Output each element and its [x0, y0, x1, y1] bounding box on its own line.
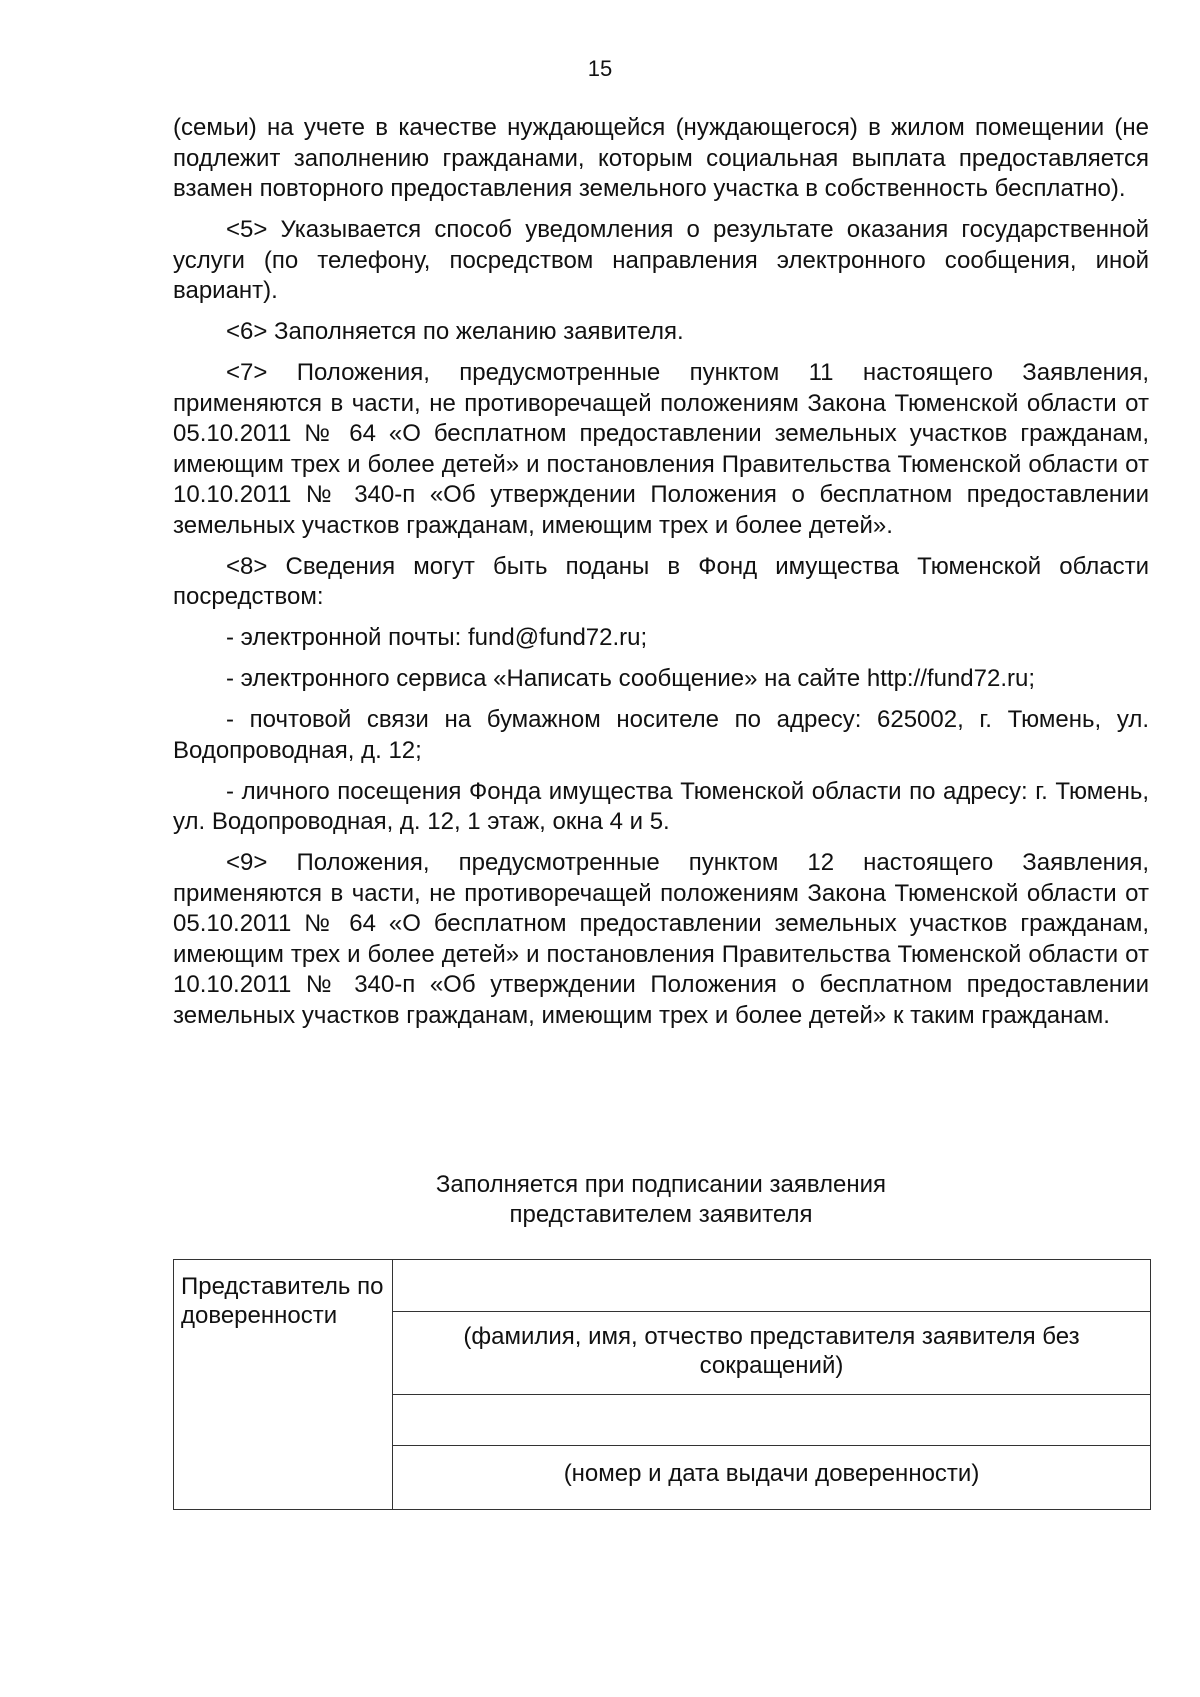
paragraph: - почтовой связи на бумажном носителе по адресу: 625002, г. Тюмень, ул. Водопроводная, д. 12;	[173, 706, 1149, 764]
power-of-attorney-field[interactable]	[393, 1395, 1151, 1446]
paragraph: - электронного сервиса «Написать сообщение» на сайте http://fund72.ru;	[226, 665, 1036, 692]
document-body	[173, 113, 1149, 1042]
representative-name-caption-cell	[393, 1312, 1151, 1395]
power-of-attorney-caption: (номер и дата выдачи доверенности)	[563, 1460, 980, 1487]
paragraph: - электронной почты: fund@fund72.ru;	[226, 624, 648, 651]
caption-line-2: представителем заявителя	[509, 1201, 813, 1228]
representative-name-caption: (фамилия, имя, отчество представителя заявителя без сокращений)	[463, 1323, 1080, 1379]
paragraph: <9> Положения, предусмотренные пунктом 12 настоящего Заявления, применяются в части, не противоречащей положениям Закона Тюменской области от 05.10.2011 № 64 «О бесплатном предоставлении земельных участков гражданам, имеющим трех и более детей» и постановления Правительства Тюменской области от 10.10.2011 № 340-п «Об утверждении Положения о бесплатном предоставлении земельных участков гражданам, имеющим трех и более детей» к таким гражданам.	[173, 849, 1149, 1029]
page-number: 15	[587, 56, 613, 81]
representative-table	[173, 1259, 1151, 1510]
power-of-attorney-caption-cell	[393, 1446, 1151, 1510]
paragraph: <5> Указывается способ уведомления о результате оказания государственной услуги (по телефону, посредством направления электронного сообщения, иной вариант).	[173, 216, 1149, 304]
representative-section-caption	[173, 1170, 1149, 1230]
paragraph: <8> Сведения могут быть поданы в Фонд имущества Тюменской области посредством:	[173, 552, 1149, 610]
paragraph: - личного посещения Фонда имущества Тюменской области по адресу: г. Тюмень, ул. Водопроводная, д. 12, 1 этаж, окна 4 и 5.	[173, 777, 1149, 835]
representative-label-cell	[174, 1260, 393, 1510]
caption-line-1: Заполняется при подписании заявления	[435, 1171, 887, 1198]
paragraph: (семьи) на учете в качестве нуждающейся (нуждающегося) в жилом помещении (не подлежит заполнению гражданами, которым социальная выплата предоставляется взамен повторного предоставления земельного участка в собственность бесплатно).	[173, 114, 1149, 202]
paragraph: <6> Заполняется по желанию заявителя.	[226, 318, 684, 345]
paragraph: <7> Положения, предусмотренные пунктом 11 настоящего Заявления, применяются в части, не противоречащей положениям Закона Тюменской области от 05.10.2011 № 64 «О бесплатном предоставлении земельных участков гражданам, имеющим трех и более детей» и постановления Правительства Тюменской области от 10.10.2011 № 340-п «Об утверждении Положения о бесплатном предоставлении земельных участков гражданам, имеющим трех и более детей».	[173, 359, 1149, 539]
representative-name-field[interactable]	[393, 1260, 1151, 1312]
representative-label: Представитель по доверенности	[181, 1273, 384, 1329]
